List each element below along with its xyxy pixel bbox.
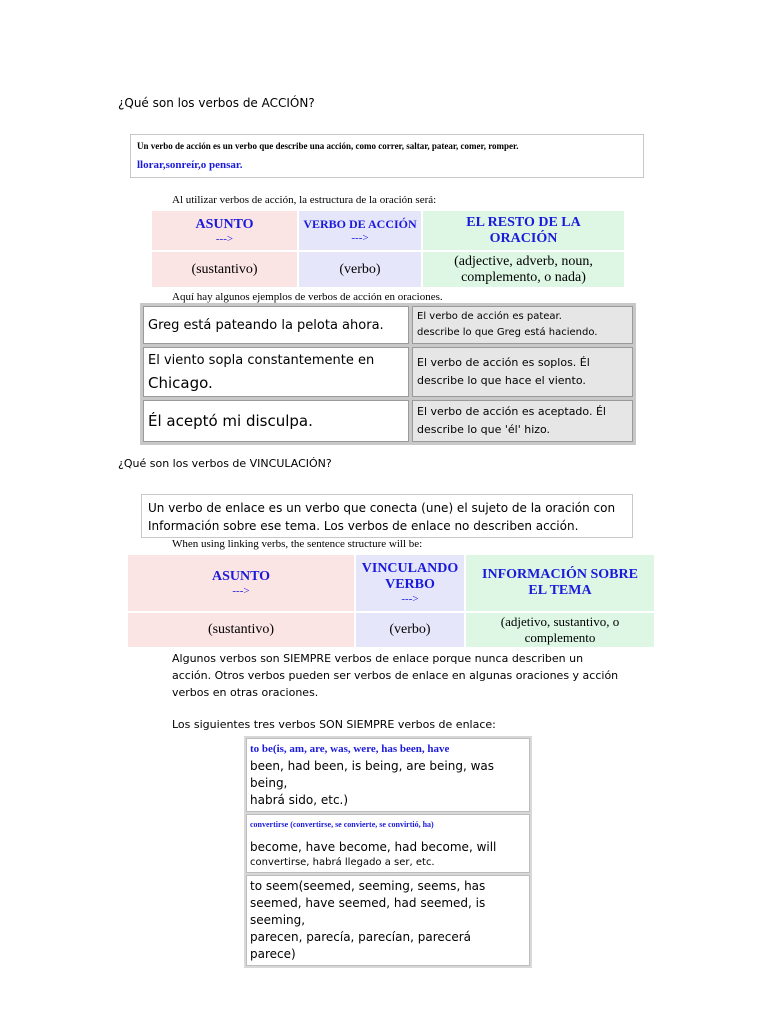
linking-info-header: INFORMACIÓN SOBRE EL TEMA <box>466 555 654 611</box>
verb-cell-to-be: to be(is, am, are, was, were, has been, have been, had been, is being, are being, was being, habrá sido, etc.) <box>246 738 530 812</box>
action-examples-intro: Aquí hay algunos ejemplos de verbos de acción en oraciones. <box>172 291 443 303</box>
linking-definition-box <box>141 494 633 538</box>
action-definition-box <box>130 134 644 178</box>
always-linking-intro: Los siguientes tres verbos SON SIEMPRE verbos de enlace: <box>172 718 496 731</box>
example-sentence: Él aceptó mi disculpa. <box>143 400 409 442</box>
verb-cell-seem: to seem(seemed, seeming, seems, has seemed, have seemed, had seemed, is seeming, parecen, parecía, parecían, parecerá parece) <box>246 875 530 966</box>
example-explanation: El verbo de acción es aceptado. Él describe lo que 'él' hizo. <box>412 400 633 442</box>
linking-verb-desc: (verbo) <box>356 613 464 647</box>
action-structure-table <box>150 209 626 289</box>
example-explanation: El verbo de acción es patear. describe lo que Greg está haciendo. <box>412 306 633 344</box>
action-examples-table <box>140 303 636 445</box>
action-definition-line2: llorar,sonreír,o pensar. <box>137 159 243 171</box>
linking-definition-line1: Un verbo de enlace es un verbo que conecta (une) el sujeto de la oración con <box>148 501 616 515</box>
example-sentence: El viento sopla constantemente en Chicago. <box>143 347 409 397</box>
linking-definition-line2: Información sobre ese tema. Los verbos de enlace no describen acción. <box>148 519 579 533</box>
verb-cell-become: convertirse (convertirse, se convierte, se convirtió, ha) become, have become, had become, will convertirse, habrá llegado a ser, etc. <box>246 814 530 873</box>
linking-heading: ¿Qué son los verbos de VINCULACIÓN? <box>118 457 332 470</box>
linking-verb-header: VINCULANDO VERBO ---> <box>356 555 464 611</box>
example-explanation: El verbo de acción es soplos. Él describe lo que hace el viento. <box>412 347 633 397</box>
structure-verb-desc: (verbo) <box>299 252 421 287</box>
linking-structure-intro: When using linking verbs, the sentence structure will be: <box>172 538 423 550</box>
structure-rest-header: EL RESTO DE LA ORACIÓN <box>423 211 624 250</box>
linking-paragraph: Algunos verbos son SIEMPRE verbos de enlace porque nunca describen un acción. Otros verbos pueden ser verbos de enlace en algunas oraciones y acción verbos en otras oraciones. <box>172 652 619 699</box>
action-structure-intro: Al utilizar verbos de acción, la estructura de la oración será: <box>172 194 437 206</box>
structure-verb-header: VERBO DE ACCIÓN ---> <box>299 211 421 250</box>
linking-subject-desc: (sustantivo) <box>128 613 354 647</box>
linking-info-desc: (adjetivo, sustantivo, o complemento <box>466 613 654 647</box>
linking-structure-table <box>126 553 656 649</box>
action-heading: ¿Qué son los verbos de ACCIÓN? <box>118 96 315 110</box>
linking-verbs-table <box>244 736 532 968</box>
linking-subject-header: ASUNTO ---> <box>128 555 354 611</box>
action-definition-line1: Un verbo de acción es un verbo que describe una acción, como correr, saltar, patear, comer, romper. <box>137 141 519 151</box>
structure-subject-desc: (sustantivo) <box>152 252 297 287</box>
structure-subject-header: ASUNTO ---> <box>152 211 297 250</box>
structure-rest-desc: (adjective, adverb, noun, complemento, o nada) <box>423 252 624 287</box>
example-sentence: Greg está pateando la pelota ahora. <box>143 306 409 344</box>
